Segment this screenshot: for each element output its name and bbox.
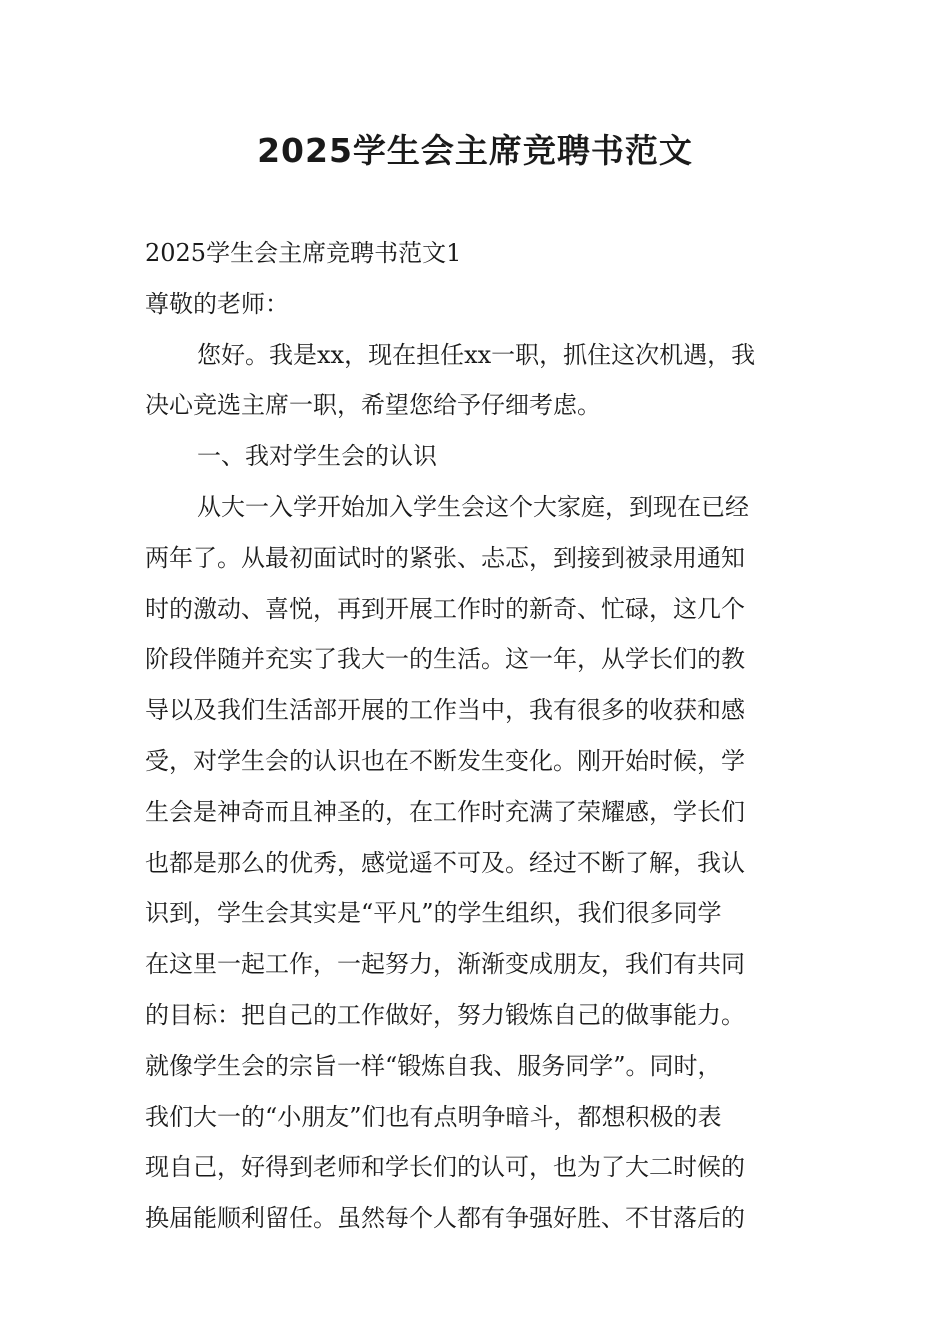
text-line: 现自己，好得到老师和学长们的认可，也为了大二时候的 <box>145 1153 745 1182</box>
text-line: 在这里一起工作，一起努力，渐渐变成朋友，我们有共同 <box>145 950 745 979</box>
text-line: 识到，学生会其实是“平凡”的学生组织，我们很多同学 <box>145 899 722 928</box>
text-line: 就像学生会的宗旨一样“锻炼自我、服务同学”。同时， <box>145 1051 722 1080</box>
text-line: 受，对学生会的认识也在不断发生变化。刚开始时候，学 <box>145 746 745 775</box>
text-line: 换届能顺利留任。虽然每个人都有争强好胜、不甘落后的 <box>145 1204 745 1233</box>
paragraph-lines <box>145 330 805 1244</box>
text-line: 的目标：把自己的工作做好，努力锻炼自己的做事能力。 <box>145 1000 745 1029</box>
section-heading: 2025学生会主席竞聘书范文1 <box>145 239 462 267</box>
text-line: 两年了。从最初面试时的紧张、忐忑，到接到被录用通知 <box>145 543 745 572</box>
text-line: 导以及我们生活部开展的工作当中，我有很多的收获和感 <box>145 696 745 725</box>
text-line: 您好。我是xx，现在担任xx一职，抓住这次机遇，我 <box>197 340 756 369</box>
text-line: 时的激动、喜悦，再到开展工作时的新奇、忙碌，这几个 <box>145 594 745 623</box>
text-line: 阶段伴随并充实了我大一的生活。这一年，从学长们的教 <box>145 645 745 674</box>
text-line: 我们大一的“小朋友”们也有点明争暗斗，都想积极的表 <box>145 1102 722 1131</box>
text-line: 从大一入学开始加入学生会这个大家庭，到现在已经 <box>197 492 749 521</box>
greeting-line: 尊敬的老师： <box>145 289 289 318</box>
text-line: 一、我对学生会的认识 <box>197 442 437 471</box>
text-line: 决心竞选主席一职，希望您给予仔细考虑。 <box>145 391 601 420</box>
page-title: 2025学生会主席竞聘书范文 <box>257 131 693 170</box>
document-body <box>145 228 805 1244</box>
text-line: 生会是神奇而且神圣的，在工作时充满了荣耀感，学长们 <box>145 797 745 826</box>
text-line: 也都是那么的优秀，感觉遥不可及。经过不断了解，我认 <box>145 848 745 877</box>
